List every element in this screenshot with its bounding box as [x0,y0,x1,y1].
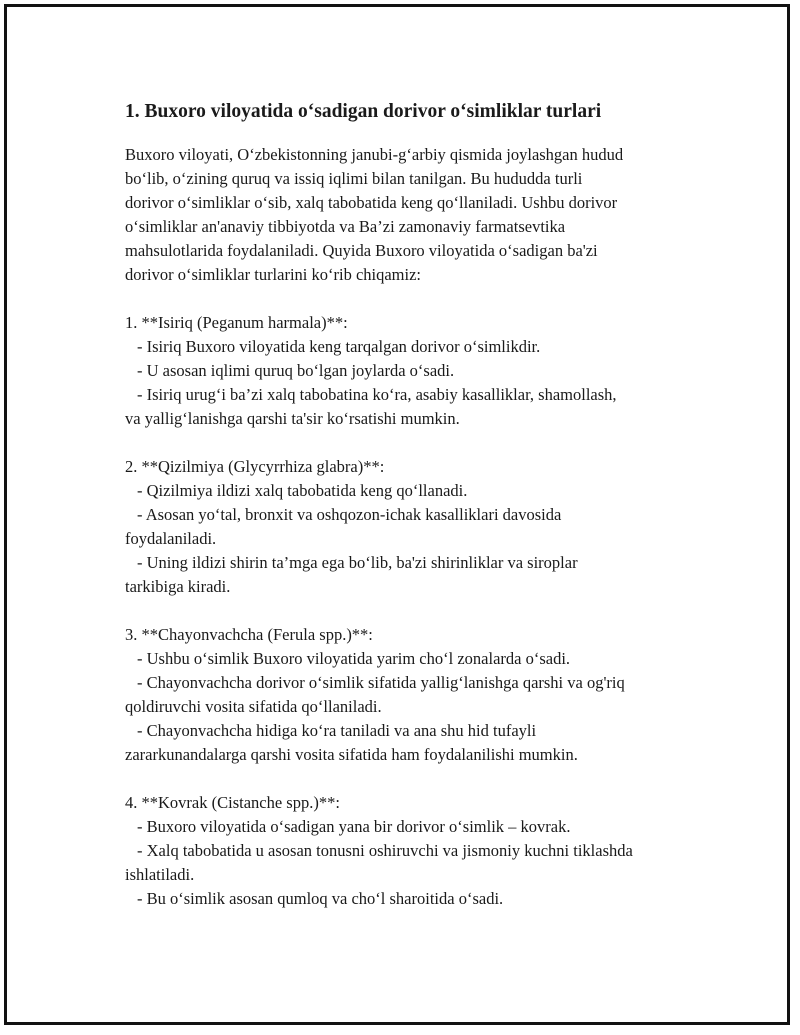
intro-line: Buxoro viloyati, O‘zbekistonning janubi-g‘arbiy qismida joylashgan hudud [125,145,624,164]
section-heading: 1. **Isiriq (Peganum harmala)**: [125,313,348,332]
section-line: - Chayonvachcha hidiga ko‘ra taniladi va ana shu hid tufayli [137,721,537,740]
section-line: - Asosan yo‘tal, bronxit va oshqozon-ichak kasalliklari davosida [137,505,562,524]
section-line: va yallig‘lanishga qarshi ta'sir ko‘rsatishi mumkin. [125,409,460,428]
section-line: - Buxoro viloyatida o‘sadigan yana bir dorivor o‘simlik – kovrak. [137,817,571,836]
section-line: tarkibiga kiradi. [125,577,231,596]
section-line: zararkunandalarga qarshi vosita sifatida ham foydalanilishi mumkin. [125,745,578,764]
section-heading: 3. **Chayonvachcha (Ferula spp.)**: [125,625,373,644]
intro-line: bo‘lib, o‘zining quruq va issiq iqlimi bilan tanilgan. Bu hududda turli [125,169,583,188]
intro-paragraph [125,143,695,287]
section-line: - Qizilmiya ildizi xalq tabobatida keng qo‘llanadi. [137,481,468,500]
section-heading: 2. **Qizilmiya (Glycyrrhiza glabra)**: [125,457,385,476]
plant-section-kovrak [125,791,695,911]
section-line: - Ushbu o‘simlik Buxoro viloyatida yarim cho‘l zonalarda o‘sadi. [137,649,571,668]
page-frame [4,4,790,1025]
section-line: foydalaniladi. [125,529,217,548]
plant-section-isiriq [125,311,695,431]
intro-line: dorivor o‘simliklar turlarini ko‘rib chiqamiz: [125,265,422,284]
section-line: - Uning ildizi shirin ta’mga ega bo‘lib, ba'zi shirinliklar va siroplar [137,553,578,572]
section-line: - U asosan iqlimi quruq bo‘lgan joylarda o‘sadi. [137,361,455,380]
section-line: - Bu o‘simlik asosan qumloq va cho‘l sharoitida o‘sadi. [137,889,504,908]
intro-line: dorivor o‘simliklar o‘sib, xalq tabobatida keng qo‘llaniladi. Ushbu dorivor [125,193,618,212]
section-line: - Chayonvachcha dorivor o‘simlik sifatida yallig‘lanishga qarshi va og'riq [137,673,625,692]
document-body [125,99,695,911]
section-line: - Isiriq Buxoro viloyatida keng tarqalgan dorivor o‘simlikdir. [137,337,541,356]
section-line: ishlatiladi. [125,865,195,884]
intro-line: mahsulotlarida foydalaniladi. Quyida Buxoro viloyatida o‘sadigan ba'zi [125,241,598,260]
section-heading: 4. **Kovrak (Cistanche spp.)**: [125,793,340,812]
section-line: - Isiriq urug‘i ba’zi xalq tabobatina ko‘ra, asabiy kasalliklar, shamollash, [137,385,617,404]
section-line: qoldiruvchi vosita sifatida qo‘llaniladi. [125,697,382,716]
intro-line: o‘simliklar an'anaviy tibbiyotda va Ba’zi zamonaviy farmatsevtika [125,217,566,236]
plant-section-chayonvachcha [125,623,695,767]
plant-section-qizilmiya [125,455,695,599]
document-title: 1. Buxoro viloyatida o‘sadigan dorivor o‘simliklar turlari [125,101,602,122]
section-line: - Xalq tabobatida u asosan tonusni oshiruvchi va jismoniy kuchni tiklashda [137,841,633,860]
